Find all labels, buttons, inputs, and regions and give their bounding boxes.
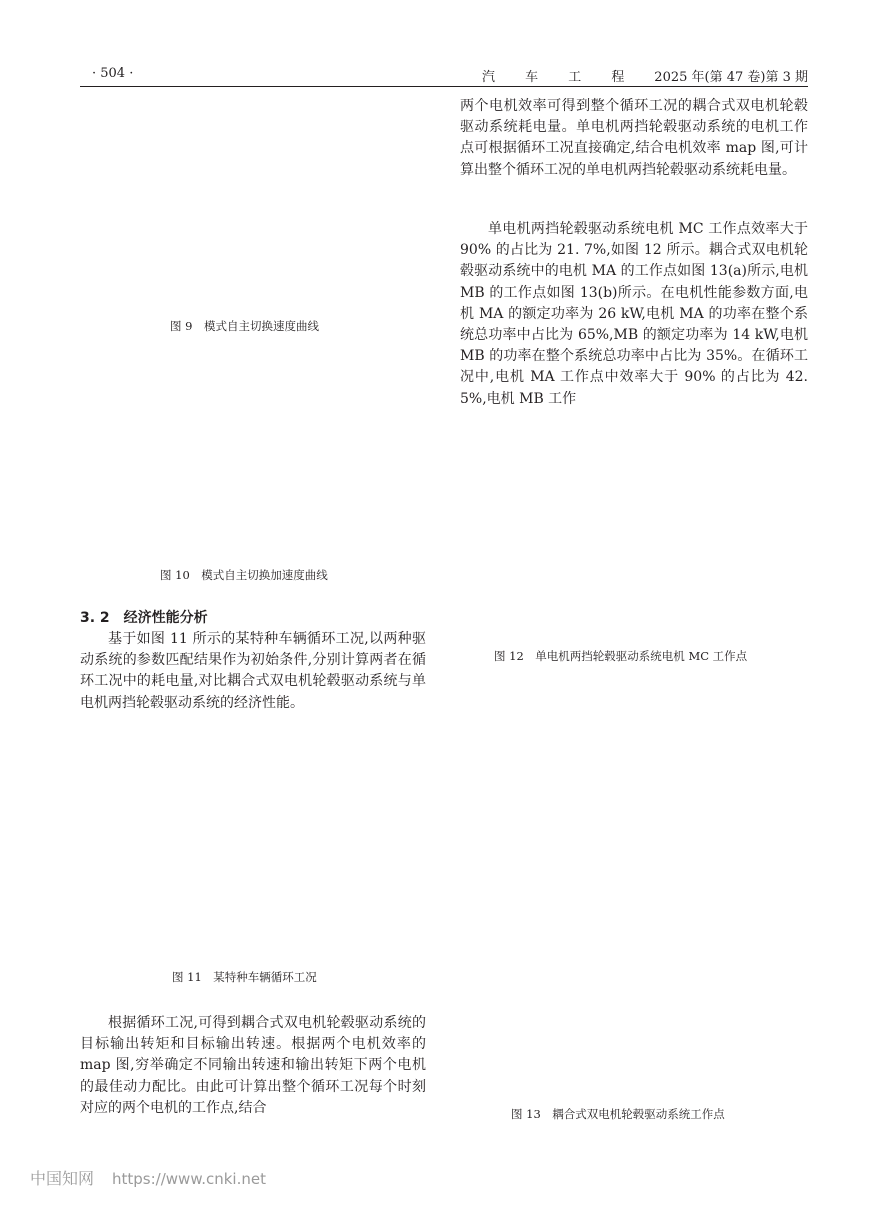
running-header: [80, 66, 808, 88]
left-paragraph-1: 基于如图 11 所示的某特种车辆循环工况,以两种驱动系统的参数匹配结果作为初始条件,分别计算两者在循环工况中的耗电量,对比耦合式双电机轮毂驱动系统与单电机两挡轮毂驱动系统的经济性能。: [80, 631, 426, 711]
journal-title: 汽 车 工 程: [482, 70, 638, 85]
figure-11-caption: 图 11 某特种车辆循环工况: [172, 970, 317, 984]
site-name: 中国知网: [30, 1169, 95, 1188]
right-paragraph-2: 单电机两挡轮毂驱动系统电机 MC 工作点效率大于 90% 的占比为 21. 7%,如图 12 所示。耦合式双电机轮毂驱动系统中的电机 MA 的工作点如图 13(a)所示,电机 MB 的工作点如图 13(b)所示。在电机性能参数方面,电机 MA 的额定功率为 26 kW,电机 MA 的功率在整个系统总功率中占比为 65%,MB 的额定功率为 14 kW,电机 MB 的功率在整个系统总功率中占比为 35%。在循环工况中,电机 MA 工作点中效率大于 90% 的占比为 42. 5%,电机 MB 工作: [460, 221, 808, 407]
figure-9-caption: 图 9 模式自主切换速度曲线: [170, 319, 319, 333]
figure-10-caption: 图 10 模式自主切换加速度曲线: [160, 568, 328, 582]
figure-11-area: [80, 760, 426, 960]
page-number: · 504 ·: [92, 66, 134, 81]
right-paragraph-1: 两个电机效率可得到整个循环工况的耦合式双电机轮毂驱动系统耗电量。单电机两挡轮毂驱动系统的电机工作点可根据循环工况直接确定,结合电机效率 map 图,可计算出整个循环工况的单电机两挡轮毂驱动系统耗电量。: [460, 98, 808, 178]
figure-9-area: [80, 96, 426, 306]
section-heading: 3. 2 经济性能分析: [80, 610, 208, 626]
figure-12-area: [460, 436, 808, 631]
figure-12-caption: 图 12 单电机两挡轮毂驱动系统电机 MC 工作点: [494, 649, 748, 663]
footer-watermark: [30, 1166, 266, 1189]
header-rule: [80, 86, 808, 87]
figure-10-area: [80, 350, 426, 555]
site-url[interactable]: https://www.cnki.net: [112, 1170, 266, 1188]
issue-info: 2025 年(第 47 卷)第 3 期: [654, 70, 808, 85]
figure-13-caption: 图 13 耦合式双电机轮毂驱动系统工作点: [511, 1107, 725, 1121]
left-paragraph-2: 根据循环工况,可得到耦合式双电机轮毂驱动系统的目标输出转矩和目标输出转速。根据两个电机效率的 map 图,穷举确定不同输出转速和输出转矩下两个电机的最佳动力配比。由此可计算出整个循环工况每个时刻对应的两个电机的工作点,结合: [80, 1015, 426, 1116]
figure-13-area: [460, 675, 808, 1090]
